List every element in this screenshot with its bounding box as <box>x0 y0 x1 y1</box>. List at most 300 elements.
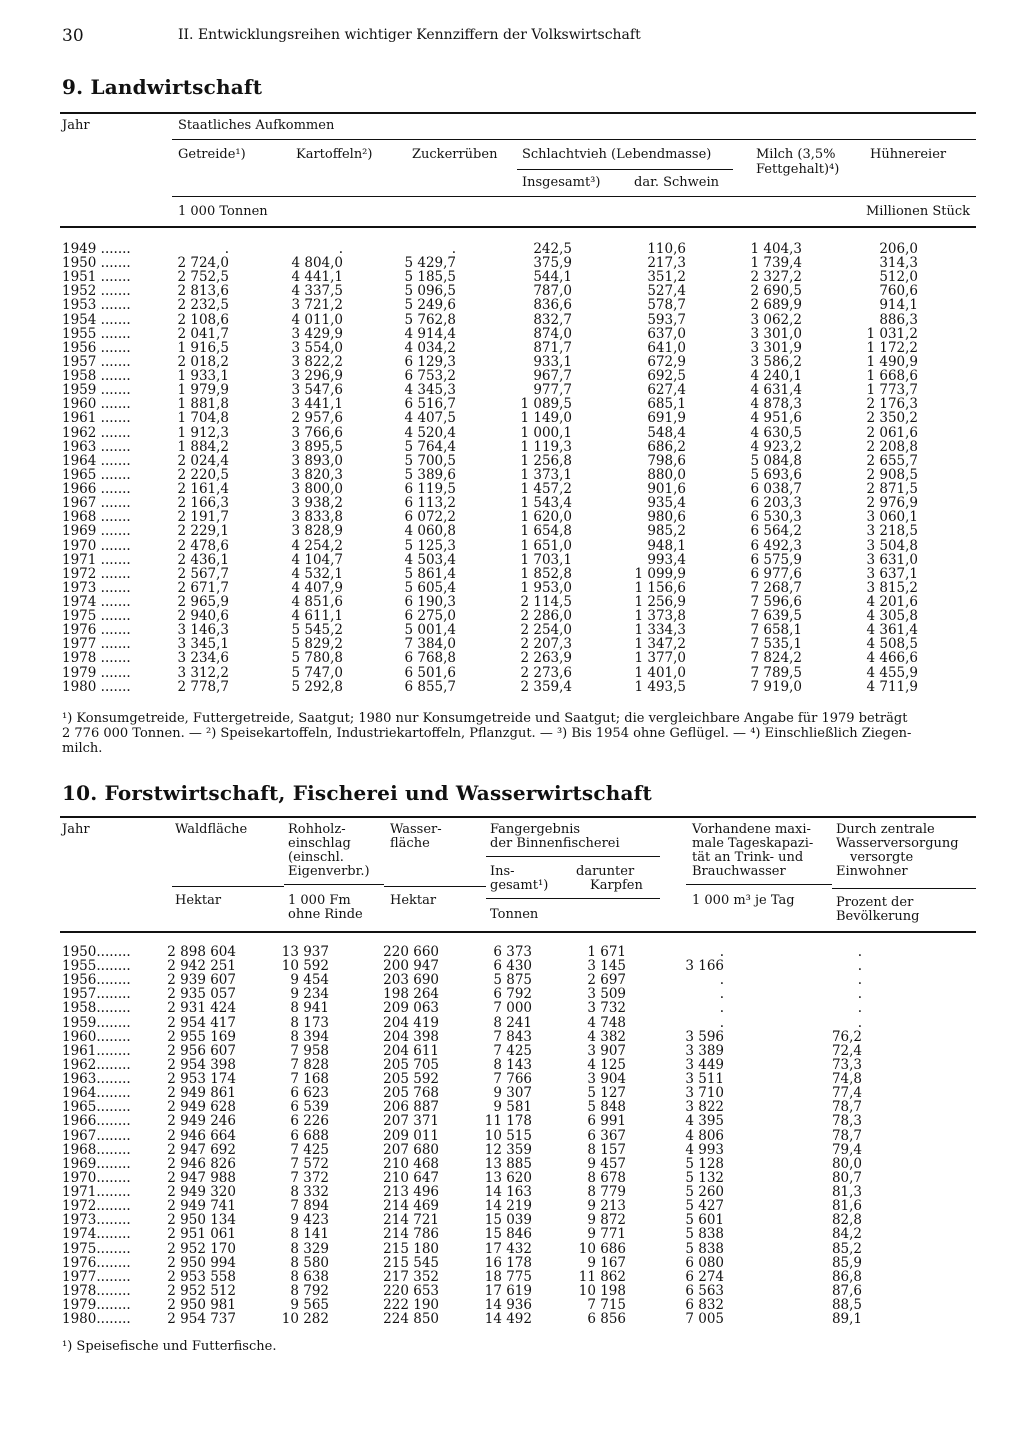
cell-karpfen: 10 198 <box>578 1282 626 1299</box>
cell-waldflaeche: 2 953 558 <box>167 1268 236 1285</box>
row-year: 1960........ <box>62 1028 131 1045</box>
cell-wasserflaeche: 215 545 <box>383 1254 439 1271</box>
cell-fang-insgesamt: 5 875 <box>493 972 532 989</box>
cell-tageskapazitaet: . <box>719 986 724 1003</box>
cell-wasserflaeche: 210 647 <box>383 1169 439 1186</box>
cell-getreide: 2 229,1 <box>177 523 229 540</box>
row-year: 1957 ....... <box>62 353 131 370</box>
row-year: 1963........ <box>62 1071 131 1088</box>
row-year: 1966........ <box>62 1113 131 1130</box>
col-header-jahr: Jahr <box>62 118 90 133</box>
cell-milch: 6 530,3 <box>750 509 802 526</box>
cell-milch: 1 739,4 <box>750 255 802 272</box>
cell-kartoffeln: 4 804,0 <box>291 255 343 272</box>
cell-getreide: 3 234,6 <box>177 650 229 667</box>
cell-zuckerrueben: 5 700,5 <box>404 452 456 469</box>
row-year: 1959 ....... <box>62 382 131 399</box>
cell-tageskapazitaet: 5 838 <box>685 1240 724 1257</box>
cell-zuckerrueben: 6 119,5 <box>404 481 456 498</box>
cell-schlachtvieh-insgesamt: 787,0 <box>533 283 572 300</box>
cell-zuckerrueben: 6 501,6 <box>404 664 456 681</box>
cell-zuckerrueben: 4 060,8 <box>404 523 456 540</box>
cell-schwein: 880,0 <box>647 466 686 483</box>
cell-milch: 7 919,0 <box>750 678 802 695</box>
cell-huehnereier: 4 508,5 <box>866 636 918 653</box>
cell-schwein: 1 334,3 <box>634 622 686 639</box>
cell-milch: 2 690,5 <box>750 283 802 300</box>
cell-rohholzeinschlag: 9 234 <box>290 986 329 1003</box>
cell-huehnereier: 2 350,2 <box>866 410 918 427</box>
row-year: 1967........ <box>62 1127 131 1144</box>
cell-schlachtvieh-insgesamt: 2 263,9 <box>520 650 572 667</box>
cell-wasserflaeche: 214 786 <box>383 1226 439 1243</box>
cell-karpfen: 3 732 <box>587 1000 626 1017</box>
cell-milch: 7 596,6 <box>750 594 802 610</box>
cell-wasserflaeche: 205 705 <box>383 1056 439 1073</box>
cell-rohholzeinschlag: 10 592 <box>281 958 329 975</box>
cell-getreide: 2 191,7 <box>177 509 229 526</box>
cell-tageskapazitaet: . <box>719 1000 724 1017</box>
cell-wasserflaeche: 209 063 <box>383 1000 439 1017</box>
cell-fang-insgesamt: 15 846 <box>484 1226 532 1243</box>
cell-milch: 2 327,2 <box>750 269 802 286</box>
cell-huehnereier: 1 172,2 <box>866 339 918 356</box>
row-year: 1961........ <box>62 1042 131 1059</box>
cell-huehnereier: 1 773,7 <box>866 382 918 399</box>
cell-huehnereier: 2 871,5 <box>866 481 918 498</box>
cell-huehnereier: 914,1 <box>879 297 918 314</box>
cell-karpfen: 9 771 <box>587 1226 626 1243</box>
cell-tageskapazitaet: 5 838 <box>685 1226 724 1243</box>
cell-karpfen: 9 457 <box>587 1155 626 1172</box>
cell-wasserflaeche: 220 653 <box>383 1282 439 1299</box>
cell-wasserflaeche: 207 680 <box>383 1141 439 1158</box>
cell-rohholzeinschlag: 9 423 <box>290 1212 329 1229</box>
row-year: 1962........ <box>62 1056 131 1073</box>
cell-zuckerrueben: 6 753,2 <box>404 368 456 385</box>
cell-fang-insgesamt: 13 885 <box>484 1155 532 1172</box>
cell-milch: 1 404,3 <box>750 241 802 257</box>
cell-tageskapazitaet: 3 166 <box>685 958 724 975</box>
cell-huehnereier: 1 031,2 <box>866 325 918 342</box>
cell-zuckerrueben: 4 034,2 <box>404 339 456 356</box>
cell-rohholzeinschlag: 10 282 <box>281 1311 329 1328</box>
cell-kartoffeln: 4 254,2 <box>291 537 343 554</box>
cell-fang-insgesamt: 12 359 <box>484 1141 532 1158</box>
cell-waldflaeche: 2 950 981 <box>167 1297 236 1313</box>
cell-tageskapazitaet: 5 427 <box>685 1198 724 1215</box>
cell-zuckerrueben: 6 129,3 <box>404 353 456 370</box>
unit-divider <box>832 888 976 889</box>
row-year: 1968........ <box>62 1141 131 1158</box>
cell-schwein: 578,7 <box>647 297 686 314</box>
cell-karpfen: 5 848 <box>587 1099 626 1116</box>
cell-wasserflaeche: 204 419 <box>383 1014 439 1031</box>
unit-prozent-1: Prozent der <box>836 895 914 910</box>
cell-waldflaeche: 2 954 417 <box>167 1014 236 1031</box>
cell-waldflaeche: 2 952 512 <box>167 1282 236 1299</box>
cell-getreide: 2 018,2 <box>177 353 229 370</box>
cell-getreide: 2 813,6 <box>177 283 229 300</box>
cell-kartoffeln: 4 407,9 <box>291 579 343 596</box>
cell-getreide: 1 933,1 <box>177 368 229 385</box>
cell-schwein: 672,9 <box>647 353 686 370</box>
section-title-landwirtschaft: 9. Landwirtschaft <box>62 75 263 99</box>
row-year: 1980 ....... <box>62 678 131 695</box>
row-year: 1950........ <box>62 944 131 960</box>
row-year: 1968 ....... <box>62 509 131 526</box>
cell-waldflaeche: 2 953 174 <box>167 1071 236 1088</box>
row-year: 1979 ....... <box>62 664 131 681</box>
cell-versorgte-einwohner: 78,7 <box>831 1127 862 1144</box>
cell-milch: 4 240,1 <box>750 368 802 385</box>
row-year: 1971 ....... <box>62 551 131 568</box>
cell-huehnereier: 4 201,6 <box>866 594 918 610</box>
cell-getreide: 2 567,7 <box>177 565 229 582</box>
cell-kartoffeln: 4 441,1 <box>291 269 343 286</box>
cell-schwein: 691,9 <box>647 410 686 427</box>
cell-kartoffeln: 4 611,1 <box>291 608 343 625</box>
cell-getreide: 2 220,5 <box>177 466 229 483</box>
cell-wasserflaeche: 206 887 <box>383 1099 439 1116</box>
cell-schlachtvieh-insgesamt: 1 149,0 <box>520 410 572 427</box>
col-header-rohholz-1: Rohholz- <box>288 822 346 837</box>
col-header-kartoffeln: Kartoffeln²) <box>296 147 373 162</box>
cell-zuckerrueben: 5 125,3 <box>404 537 456 554</box>
cell-milch: 5 693,6 <box>750 466 802 483</box>
cell-zuckerrueben: 6 768,8 <box>404 650 456 667</box>
footnote-line: ¹) Konsumgetreide, Futtergetreide, Saatgut; 1980 nur Konsumgetreide und Saatgut; die vergleichbare Angabe für 1979 beträgt <box>62 711 908 726</box>
cell-schwein: 1 099,9 <box>634 565 686 582</box>
cell-huehnereier: 3 060,1 <box>866 509 918 526</box>
col-header-rohholz-2: einschlag <box>288 836 351 851</box>
cell-versorgte-einwohner: 76,2 <box>831 1028 862 1045</box>
row-year: 1977 ....... <box>62 636 131 653</box>
cell-getreide: 2 778,7 <box>177 678 229 695</box>
cell-wasserflaeche: 205 768 <box>383 1085 439 1102</box>
col-header-jahr: Jahr <box>62 822 90 837</box>
cell-zuckerrueben: 5 389,6 <box>404 466 456 483</box>
cell-karpfen: 2 697 <box>587 972 626 989</box>
cell-tageskapazitaet: 6 080 <box>685 1254 724 1271</box>
cell-milch: 7 789,5 <box>750 664 802 681</box>
cell-schlachtvieh-insgesamt: 1 256,8 <box>520 452 572 469</box>
cell-rohholzeinschlag: 9 454 <box>290 972 329 989</box>
cell-getreide: 2 232,5 <box>177 297 229 314</box>
cell-milch: 6 203,3 <box>750 495 802 512</box>
cell-karpfen: 4 125 <box>587 1056 626 1073</box>
cell-karpfen: 7 715 <box>587 1297 626 1313</box>
cell-schwein: 985,2 <box>647 523 686 540</box>
cell-karpfen: 9 167 <box>587 1254 626 1271</box>
cell-zuckerrueben: 6 113,2 <box>404 495 456 512</box>
cell-kartoffeln: 4 104,7 <box>291 551 343 568</box>
cell-versorgte-einwohner: 84,2 <box>831 1226 862 1243</box>
row-year: 1965 ....... <box>62 466 131 483</box>
cell-versorgte-einwohner: 73,3 <box>831 1056 862 1073</box>
cell-getreide: 2 166,3 <box>177 495 229 512</box>
row-year: 1960 ....... <box>62 396 131 413</box>
unit-divider <box>384 886 486 887</box>
cell-karpfen: 8 157 <box>587 1141 626 1158</box>
cell-tageskapazitaet: 4 993 <box>685 1141 724 1158</box>
cell-waldflaeche: 2 935 057 <box>167 986 236 1003</box>
cell-schwein: 798,6 <box>647 452 686 469</box>
footnote-forstwirtschaft: ¹) Speisefische und Futterfische. <box>62 1339 277 1354</box>
cell-kartoffeln: 4 532,1 <box>291 565 343 582</box>
row-year: 1974 ....... <box>62 594 131 610</box>
cell-waldflaeche: 2 951 061 <box>167 1226 236 1243</box>
cell-wasserflaeche: 220 660 <box>383 944 439 960</box>
cell-getreide: 2 940,6 <box>177 608 229 625</box>
col-header-insgesamt-1: Ins- <box>490 864 515 879</box>
cell-zuckerrueben: 6 190,3 <box>404 594 456 610</box>
cell-rohholzeinschlag: 8 141 <box>290 1226 329 1243</box>
cell-huehnereier: 2 655,7 <box>866 452 918 469</box>
unit-divider <box>284 884 384 885</box>
cell-zuckerrueben: . <box>451 241 456 257</box>
cell-zuckerrueben: 6 855,7 <box>404 678 456 695</box>
unit-divider <box>686 884 832 885</box>
cell-zuckerrueben: 4 345,3 <box>404 382 456 399</box>
cell-schwein: 948,1 <box>647 537 686 554</box>
row-year: 1976........ <box>62 1254 131 1271</box>
cell-getreide: 2 436,1 <box>177 551 229 568</box>
cell-versorgte-einwohner: 81,6 <box>831 1198 862 1215</box>
table-header-bottom-rule <box>60 226 976 228</box>
cell-versorgte-einwohner: 82,8 <box>831 1212 862 1229</box>
cell-huehnereier: 4 466,6 <box>866 650 918 667</box>
row-year: 1973........ <box>62 1212 131 1229</box>
cell-kartoffeln: 3 296,9 <box>291 368 343 385</box>
cell-kartoffeln: 3 800,0 <box>291 481 343 498</box>
unit-divider <box>172 196 976 197</box>
row-year: 1964 ....... <box>62 452 131 469</box>
cell-milch: 5 084,8 <box>750 452 802 469</box>
cell-karpfen: 1 671 <box>587 944 626 960</box>
cell-wasserflaeche: 213 496 <box>383 1184 439 1201</box>
cell-getreide: 1 884,2 <box>177 438 229 455</box>
row-year: 1980........ <box>62 1311 131 1328</box>
cell-milch: 2 689,9 <box>750 297 802 314</box>
cell-waldflaeche: 2 956 607 <box>167 1042 236 1059</box>
cell-getreide: 3 146,3 <box>177 622 229 639</box>
col-header-milch-line2: Fettgehalt)⁴) <box>756 162 840 177</box>
cell-fang-insgesamt: 14 936 <box>484 1297 532 1313</box>
unit-prozent-2: Bevölkerung <box>836 909 920 924</box>
cell-tageskapazitaet: 3 511 <box>685 1071 724 1088</box>
cell-fang-insgesamt: 8 143 <box>493 1056 532 1073</box>
cell-rohholzeinschlag: 7 425 <box>290 1141 329 1158</box>
cell-tageskapazitaet: 6 563 <box>685 1282 724 1299</box>
cell-huehnereier: 1 668,6 <box>866 368 918 385</box>
cell-fang-insgesamt: 14 492 <box>484 1311 532 1328</box>
cell-schlachtvieh-insgesamt: 1 852,8 <box>520 565 572 582</box>
cell-getreide: 3 312,2 <box>177 664 229 681</box>
cell-huehnereier: 314,3 <box>879 255 918 272</box>
cell-kartoffeln: 4 011,0 <box>291 311 343 328</box>
cell-zuckerrueben: 5 185,5 <box>404 269 456 286</box>
cell-karpfen: 3 145 <box>587 958 626 975</box>
row-year: 1970 ....... <box>62 537 131 554</box>
row-year: 1973 ....... <box>62 579 131 596</box>
cell-tageskapazitaet: 6 832 <box>685 1297 724 1313</box>
cell-rohholzeinschlag: 8 394 <box>290 1028 329 1045</box>
row-year: 1954 ....... <box>62 311 131 328</box>
cell-getreide: 1 881,8 <box>177 396 229 413</box>
cell-wasserflaeche: 222 190 <box>383 1297 439 1313</box>
cell-versorgte-einwohner: 78,7 <box>831 1099 862 1116</box>
cell-zuckerrueben: 5 249,6 <box>404 297 456 314</box>
cell-wasserflaeche: 200 947 <box>383 958 439 975</box>
cell-versorgte-einwohner: 85,2 <box>831 1240 862 1257</box>
cell-milch: 3 301,0 <box>750 325 802 342</box>
cell-milch: 6 977,6 <box>750 565 802 582</box>
table-top-rule <box>60 816 976 818</box>
cell-waldflaeche: 2 931 424 <box>167 1000 236 1017</box>
cell-schlachtvieh-insgesamt: 2 114,5 <box>520 594 572 610</box>
cell-fang-insgesamt: 7 766 <box>493 1071 532 1088</box>
cell-rohholzeinschlag: 6 623 <box>290 1085 329 1102</box>
cell-versorgte-einwohner: . <box>857 986 862 1003</box>
row-year: 1950 ....... <box>62 255 131 272</box>
cell-fang-insgesamt: 13 620 <box>484 1169 532 1186</box>
cell-zuckerrueben: 5 764,4 <box>404 438 456 455</box>
col-header-zuckerrueben: Zuckerrüben <box>412 147 498 162</box>
row-year: 1961 ....... <box>62 410 131 427</box>
cell-huehnereier: 3 504,8 <box>866 537 918 554</box>
col-header-kapazitaet-2: male Tageskapazi- <box>692 836 814 851</box>
cell-huehnereier: 512,0 <box>879 269 918 286</box>
cell-getreide: 2 724,0 <box>177 255 229 272</box>
cell-tageskapazitaet: 4 395 <box>685 1113 724 1130</box>
cell-wasserflaeche: 204 611 <box>383 1042 439 1059</box>
col-header-schwein: dar. Schwein <box>634 175 720 190</box>
cell-wasserflaeche: 210 468 <box>383 1155 439 1172</box>
col-header-eier: Hühnereier <box>870 147 947 162</box>
cell-wasserflaeche: 224 850 <box>383 1311 439 1328</box>
cell-milch: 7 268,7 <box>750 579 802 596</box>
cell-schwein: 527,4 <box>647 283 686 300</box>
cell-zuckerrueben: 5 429,7 <box>404 255 456 272</box>
cell-tageskapazitaet: 3 389 <box>685 1042 724 1059</box>
cell-rohholzeinschlag: 6 226 <box>290 1113 329 1130</box>
col-header-kapazitaet-3: tät an Trink- und <box>692 850 804 865</box>
cell-waldflaeche: 2 898 604 <box>167 944 236 960</box>
cell-waldflaeche: 2 942 251 <box>167 958 236 975</box>
cell-kartoffeln: 3 429,9 <box>291 325 343 342</box>
col-header-karpfen-1: darunter <box>576 864 635 879</box>
cell-getreide: 1 916,5 <box>177 339 229 356</box>
cell-milch: 4 631,4 <box>750 382 802 399</box>
cell-karpfen: 10 686 <box>578 1240 626 1257</box>
cell-zuckerrueben: 5 861,4 <box>404 565 456 582</box>
cell-wasserflaeche: 215 180 <box>383 1240 439 1257</box>
row-year: 1969........ <box>62 1155 131 1172</box>
cell-schlachtvieh-insgesamt: 2 359,4 <box>520 678 572 695</box>
cell-kartoffeln: 4 337,5 <box>291 283 343 300</box>
cell-karpfen: 5 127 <box>587 1085 626 1102</box>
cell-zuckerrueben: 5 001,4 <box>404 622 456 639</box>
cell-schwein: 110,6 <box>647 241 686 257</box>
cell-kartoffeln: 3 766,6 <box>291 424 343 441</box>
cell-schlachtvieh-insgesamt: 977,7 <box>533 382 572 399</box>
cell-getreide: 2 041,7 <box>177 325 229 342</box>
col-header-karpfen-2: Karpfen <box>590 878 643 893</box>
cell-huehnereier: 886,3 <box>879 311 918 328</box>
cell-milch: 7 824,2 <box>750 650 802 667</box>
cell-wasserflaeche: 205 592 <box>383 1071 439 1088</box>
cell-waldflaeche: 2 947 988 <box>167 1169 236 1186</box>
cell-zuckerrueben: 6 516,7 <box>404 396 456 413</box>
col-header-insgesamt-2: gesamt¹) <box>490 878 549 893</box>
col-header-rohholz-4: Eigenverbr.) <box>288 864 370 879</box>
cell-huehnereier: 2 976,9 <box>866 495 918 512</box>
cell-schlachtvieh-insgesamt: 1 373,1 <box>520 466 572 483</box>
cell-huehnereier: 3 631,0 <box>866 551 918 568</box>
row-year: 1978........ <box>62 1282 131 1299</box>
cell-versorgte-einwohner: 87,6 <box>831 1282 862 1299</box>
row-year: 1972........ <box>62 1198 131 1215</box>
row-year: 1971........ <box>62 1184 131 1201</box>
cell-fang-insgesamt: 17 619 <box>484 1282 532 1299</box>
col-header-fang-1: Fangergebnis <box>490 822 581 837</box>
cell-milch: 7 639,5 <box>750 608 802 625</box>
cell-schwein: 1 401,0 <box>634 664 686 681</box>
cell-waldflaeche: 2 955 169 <box>167 1028 236 1045</box>
cell-huehnereier: 4 305,8 <box>866 608 918 625</box>
cell-schlachtvieh-insgesamt: 933,1 <box>533 353 572 370</box>
cell-kartoffeln: 3 895,5 <box>291 438 343 455</box>
cell-schwein: 548,4 <box>647 424 686 441</box>
cell-schwein: 1 493,5 <box>634 678 686 695</box>
cell-versorgte-einwohner: 81,3 <box>831 1184 862 1201</box>
cell-fang-insgesamt: 14 163 <box>484 1184 532 1201</box>
row-year: 1952 ....... <box>62 283 131 300</box>
cell-rohholzeinschlag: 6 688 <box>290 1127 329 1144</box>
unit-fm-2: ohne Rinde <box>288 907 363 922</box>
cell-rohholzeinschlag: 8 792 <box>290 1282 329 1299</box>
cell-kartoffeln: 3 441,1 <box>291 396 343 413</box>
cell-huehnereier: 4 455,9 <box>866 664 918 681</box>
cell-getreide: . <box>224 241 229 257</box>
cell-schlachtvieh-insgesamt: 2 254,0 <box>520 622 572 639</box>
cell-schwein: 641,0 <box>647 339 686 356</box>
cell-schlachtvieh-insgesamt: 967,7 <box>533 368 572 385</box>
cell-schwein: 1 373,8 <box>634 608 686 625</box>
cell-schlachtvieh-insgesamt: 1 953,0 <box>520 579 572 596</box>
row-year: 1969 ....... <box>62 523 131 540</box>
cell-fang-insgesamt: 16 178 <box>484 1254 532 1271</box>
cell-tageskapazitaet: 4 806 <box>685 1127 724 1144</box>
unit-fm-1: 1 000 Fm <box>288 893 351 908</box>
col-header-waldflaeche: Waldfläche <box>175 822 248 837</box>
cell-versorgte-einwohner: . <box>857 972 862 989</box>
row-year: 1967 ....... <box>62 495 131 512</box>
cell-rohholzeinschlag: 13 937 <box>281 944 329 960</box>
cell-tageskapazitaet: 7 005 <box>685 1311 724 1328</box>
cell-schlachtvieh-insgesamt: 836,6 <box>533 297 572 314</box>
cell-milch: 6 492,3 <box>750 537 802 554</box>
cell-kartoffeln: 3 547,6 <box>291 382 343 399</box>
row-year: 1949 ....... <box>62 241 131 257</box>
cell-tageskapazitaet: 3 449 <box>685 1056 724 1073</box>
cell-kartoffeln: 3 893,0 <box>291 452 343 469</box>
cell-schlachtvieh-insgesamt: 874,0 <box>533 325 572 342</box>
section-title-forstwirtschaft: 10. Forstwirtschaft, Fischerei und Wasserwirtschaft <box>62 781 652 805</box>
cell-fang-insgesamt: 17 432 <box>484 1240 532 1257</box>
cell-rohholzeinschlag: 7 168 <box>290 1071 329 1088</box>
